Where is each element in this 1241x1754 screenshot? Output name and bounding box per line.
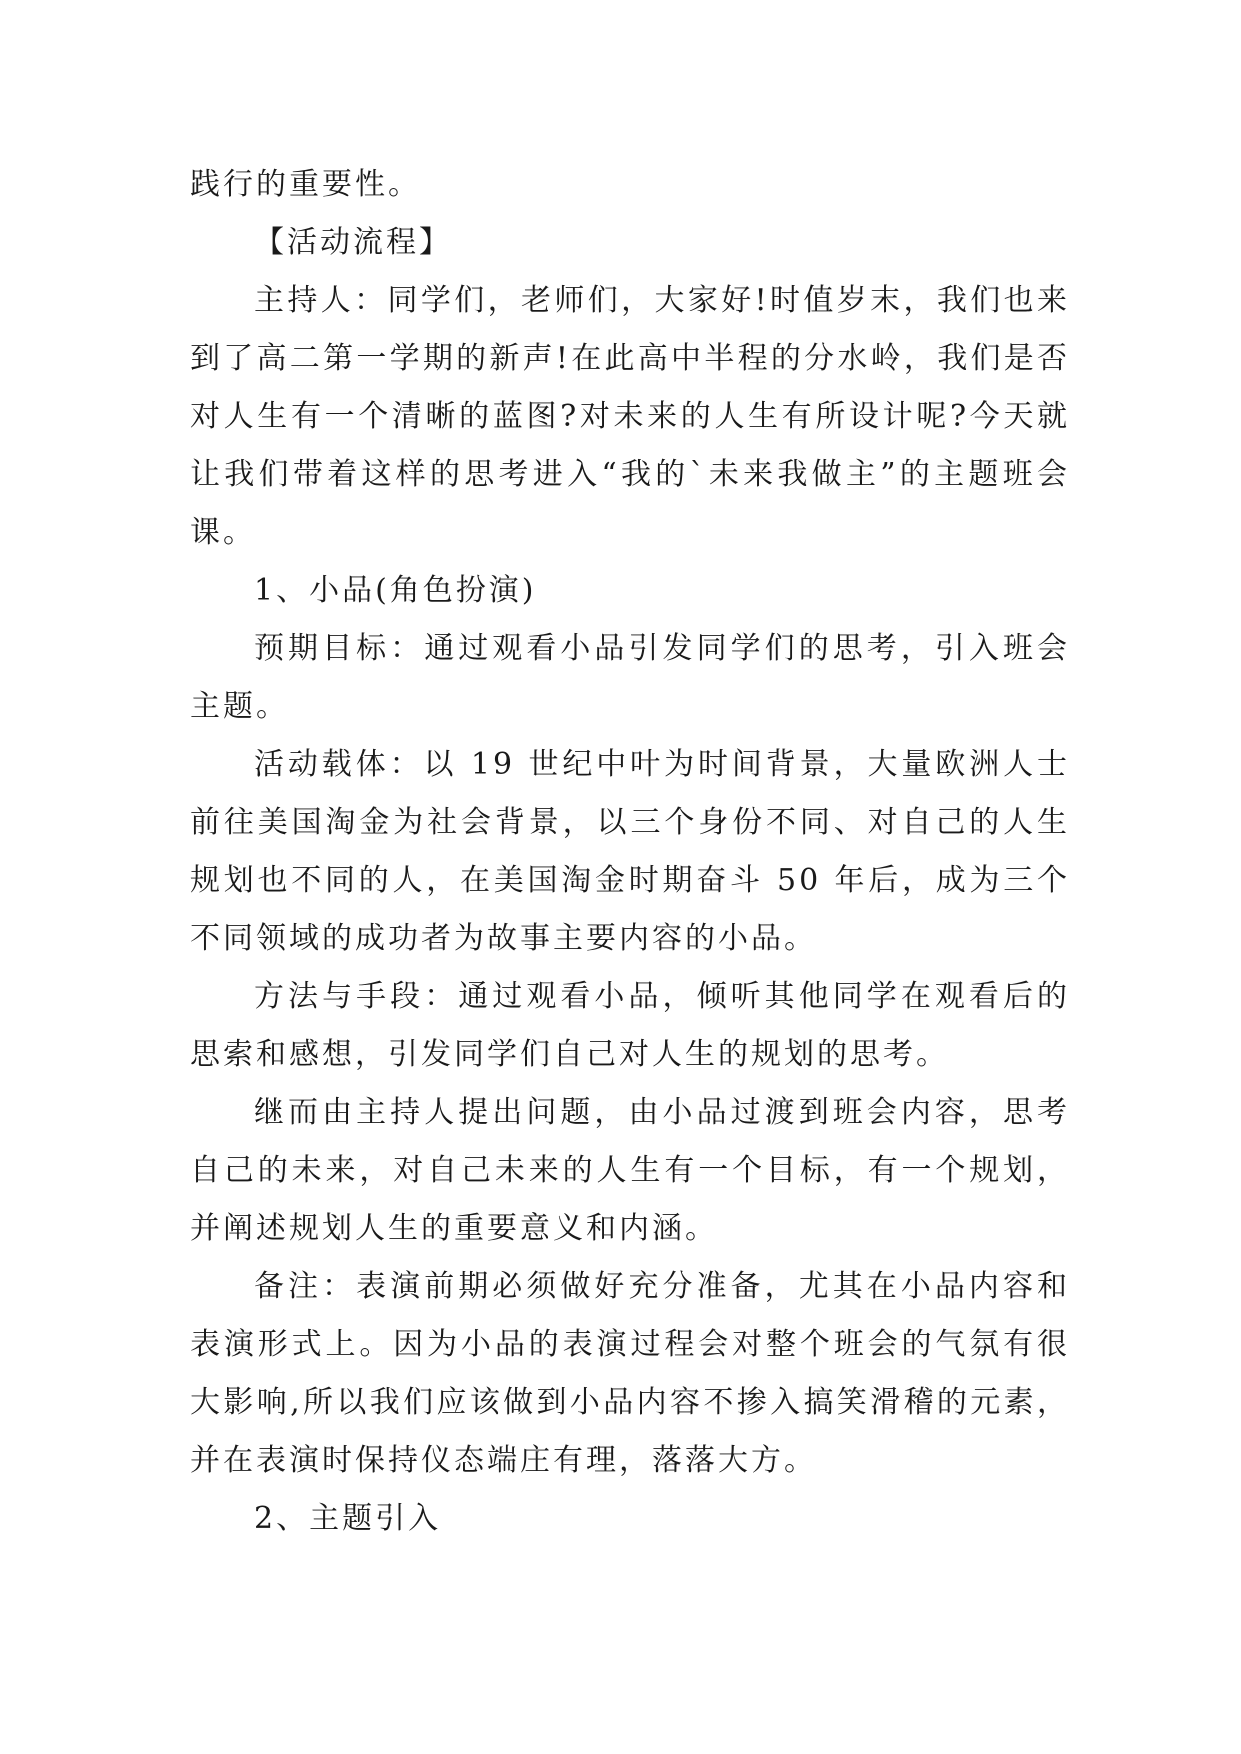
paragraph-follow-up: 继而由主持人提出问题，由小品过渡到班会内容，思考自己的未来，对自己未来的人生有一个目标，有一个规划，并阐述规划人生的重要意义和内涵。 xyxy=(190,1095,1070,1246)
paragraph-host-opening: 主持人：同学们，老师们，大家好!时值岁末，我们也来到了高二第一学期的新声!在此高中半程的分水岭，我们是否对人生有一个清晰的蓝图?对未来的人生有所设计呢?今天就让我们带着这样的思考进入“我的`未来我做主”的主题班会课。 xyxy=(190,283,1070,550)
subheading-theme-intro: 2、主题引入 xyxy=(254,1501,442,1536)
paragraph-continuation: 践行的重要性。 xyxy=(190,167,421,202)
subheading-skit: 1、小品(角色扮演) xyxy=(254,573,537,608)
paragraph-activity-carrier: 活动载体：以 19 世纪中叶为时间背景，大量欧洲人士前往美国淘金为社会背景，以三个身份不同、对自己的人生规划也不同的人，在美国淘金时期奋斗 50 年后，成为三个不同领域的成功者为故事主要内容的小品。 xyxy=(190,747,1070,956)
paragraph-remarks: 备注：表演前期必须做好充分准备，尤其在小品内容和表演形式上。因为小品的表演过程会对整个班会的气氛有很大影响,所以我们应该做到小品内容不掺入搞笑滑稽的元素，并在表演时保持仪态端庄有理，落落大方。 xyxy=(190,1269,1070,1478)
document-body xyxy=(190,156,1070,1548)
paragraph-methods: 方法与手段：通过观看小品，倾听其他同学在观看后的思索和感想，引发同学们自己对人生的规划的思考。 xyxy=(190,979,1070,1072)
section-heading-activity-flow: 【活动流程】 xyxy=(254,225,452,260)
paragraph-expected-goal: 预期目标：通过观看小品引发同学们的思考，引入班会主题。 xyxy=(190,631,1070,724)
